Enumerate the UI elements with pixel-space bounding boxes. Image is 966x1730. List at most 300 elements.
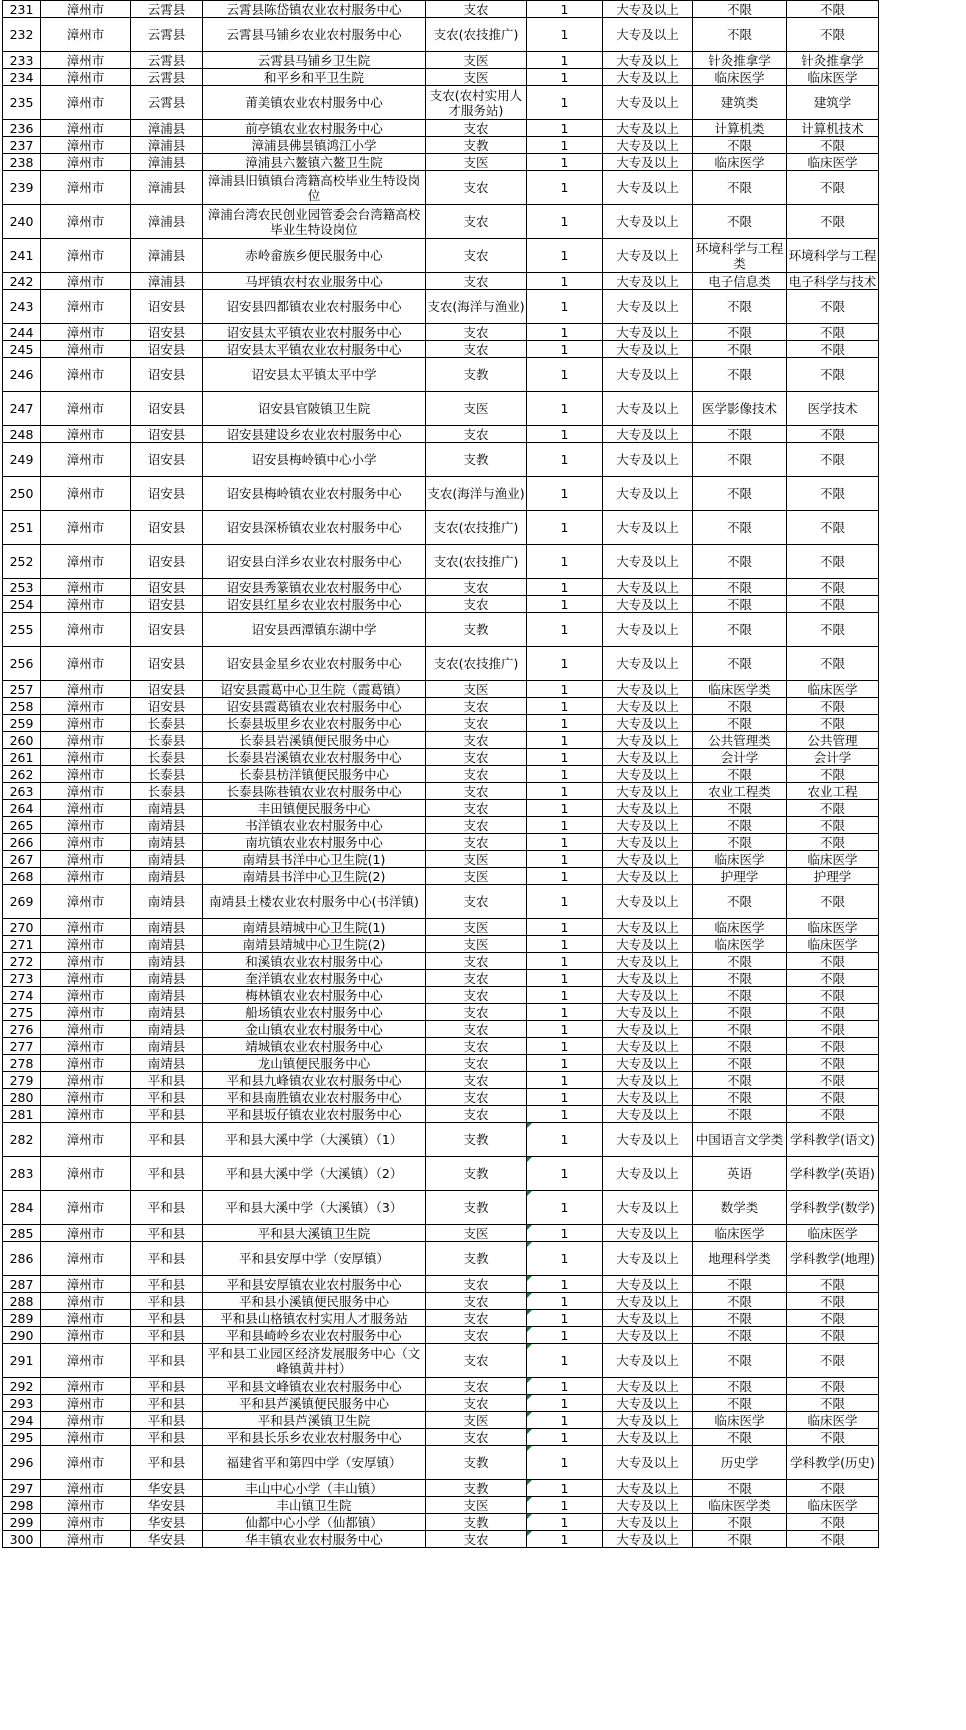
row-number-cell: 280 [3, 1089, 41, 1106]
city-cell: 漳州市 [41, 1191, 131, 1225]
table-row [3, 290, 879, 324]
city-cell: 漳州市 [41, 851, 131, 868]
required-major-cell: 临床医学 [693, 919, 787, 936]
county-cell: 南靖县 [131, 851, 203, 868]
county-cell: 南靖县 [131, 1021, 203, 1038]
service-unit-cell: 长泰县陈巷镇农业农村服务中心 [203, 783, 426, 800]
support-type-cell: 支农 [426, 426, 527, 443]
city-cell: 漳州市 [41, 970, 131, 987]
service-unit-cell: 诏安县红星乡农业农村服务中心 [203, 596, 426, 613]
row-number-cell: 246 [3, 358, 41, 392]
headcount-cell: 1 [527, 800, 603, 817]
required-major-cell: 医学影像技术 [693, 392, 787, 426]
required-major-cell: 计算机类 [693, 120, 787, 137]
required-major-cell: 不限 [693, 1514, 787, 1531]
reference-major-cell: 不限 [787, 137, 879, 154]
education-cell: 大专及以上 [603, 120, 693, 137]
table-row [3, 1446, 879, 1480]
education-cell: 大专及以上 [603, 1310, 693, 1327]
city-cell: 漳州市 [41, 1310, 131, 1327]
required-major-cell: 不限 [693, 18, 787, 52]
city-cell: 漳州市 [41, 69, 131, 86]
headcount-cell: 1 [527, 1021, 603, 1038]
row-number-cell: 293 [3, 1395, 41, 1412]
headcount-cell: 1 [527, 1, 603, 18]
required-major-cell: 针灸推拿学 [693, 52, 787, 69]
headcount-cell: 1 [527, 1497, 603, 1514]
county-cell: 漳浦县 [131, 137, 203, 154]
city-cell: 漳州市 [41, 86, 131, 120]
row-number-cell: 274 [3, 987, 41, 1004]
education-cell: 大专及以上 [603, 154, 693, 171]
table-row [3, 120, 879, 137]
city-cell: 漳州市 [41, 1378, 131, 1395]
reference-major-cell: 不限 [787, 324, 879, 341]
row-number-cell: 251 [3, 511, 41, 545]
headcount-cell: 1 [527, 1004, 603, 1021]
headcount-cell: 1 [527, 1191, 603, 1225]
education-cell: 大专及以上 [603, 1225, 693, 1242]
support-type-cell: 支农 [426, 1276, 527, 1293]
reference-major-cell: 临床医学 [787, 1412, 879, 1429]
county-cell: 平和县 [131, 1276, 203, 1293]
city-cell: 漳州市 [41, 273, 131, 290]
reference-major-cell: 不限 [787, 834, 879, 851]
row-number-cell: 249 [3, 443, 41, 477]
headcount-cell: 1 [527, 1514, 603, 1531]
reference-major-cell: 计算机技术 [787, 120, 879, 137]
required-major-cell: 不限 [693, 715, 787, 732]
table-row [3, 613, 879, 647]
required-major-cell: 英语 [693, 1157, 787, 1191]
required-major-cell: 不限 [693, 1021, 787, 1038]
headcount-cell: 1 [527, 732, 603, 749]
service-unit-cell: 诏安县深桥镇农业农村服务中心 [203, 511, 426, 545]
service-unit-cell: 平和县大溪镇卫生院 [203, 1225, 426, 1242]
reference-major-cell: 不限 [787, 800, 879, 817]
county-cell: 诏安县 [131, 392, 203, 426]
table-row [3, 1242, 879, 1276]
table-row [3, 1004, 879, 1021]
headcount-cell: 1 [527, 1531, 603, 1548]
required-major-cell: 不限 [693, 834, 787, 851]
headcount-cell: 1 [527, 86, 603, 120]
support-type-cell: 支农(农村实用人才服务站) [426, 86, 527, 120]
required-major-cell: 临床医学 [693, 154, 787, 171]
county-cell: 诏安县 [131, 579, 203, 596]
required-major-cell: 不限 [693, 766, 787, 783]
reference-major-cell: 不限 [787, 1531, 879, 1548]
support-type-cell: 支教 [426, 1242, 527, 1276]
county-cell: 诏安县 [131, 477, 203, 511]
support-type-cell: 支农 [426, 1395, 527, 1412]
reference-major-cell: 不限 [787, 426, 879, 443]
required-major-cell: 不限 [693, 970, 787, 987]
required-major-cell: 不限 [693, 324, 787, 341]
row-number-cell: 232 [3, 18, 41, 52]
city-cell: 漳州市 [41, 1021, 131, 1038]
education-cell: 大专及以上 [603, 647, 693, 681]
support-type-cell: 支教 [426, 1514, 527, 1531]
support-type-cell: 支农 [426, 1310, 527, 1327]
service-unit-cell: 平和县大溪中学（大溪镇）（2） [203, 1157, 426, 1191]
required-major-cell: 不限 [693, 1327, 787, 1344]
row-number-cell: 297 [3, 1480, 41, 1497]
county-cell: 南靖县 [131, 953, 203, 970]
service-unit-cell: 诏安县官陂镇卫生院 [203, 392, 426, 426]
headcount-cell: 1 [527, 613, 603, 647]
reference-major-cell: 不限 [787, 885, 879, 919]
headcount-cell: 1 [527, 1480, 603, 1497]
city-cell: 漳州市 [41, 1497, 131, 1514]
support-type-cell: 支医 [426, 681, 527, 698]
education-cell: 大专及以上 [603, 1191, 693, 1225]
service-unit-cell: 诏安县太平镇农业农村服务中心 [203, 341, 426, 358]
headcount-cell: 1 [527, 1225, 603, 1242]
headcount-cell: 1 [527, 1412, 603, 1429]
required-major-cell: 不限 [693, 1276, 787, 1293]
county-cell: 云霄县 [131, 52, 203, 69]
education-cell: 大专及以上 [603, 817, 693, 834]
city-cell: 漳州市 [41, 1327, 131, 1344]
education-cell: 大专及以上 [603, 1072, 693, 1089]
education-cell: 大专及以上 [603, 681, 693, 698]
row-number-cell: 265 [3, 817, 41, 834]
row-number-cell: 294 [3, 1412, 41, 1429]
row-number-cell: 295 [3, 1429, 41, 1446]
service-unit-cell: 平和县南胜镇农业农村服务中心 [203, 1089, 426, 1106]
row-number-cell: 259 [3, 715, 41, 732]
support-type-cell: 支农(农技推广) [426, 511, 527, 545]
table-row [3, 1327, 879, 1344]
required-major-cell: 不限 [693, 137, 787, 154]
row-number-cell: 273 [3, 970, 41, 987]
service-unit-cell: 长泰县坂里乡农业农村服务中心 [203, 715, 426, 732]
reference-major-cell: 不限 [787, 1021, 879, 1038]
service-unit-cell: 云霄县马铺乡卫生院 [203, 52, 426, 69]
support-type-cell: 支农 [426, 1021, 527, 1038]
city-cell: 漳州市 [41, 715, 131, 732]
service-unit-cell: 船场镇农业农村服务中心 [203, 1004, 426, 1021]
county-cell: 平和县 [131, 1395, 203, 1412]
support-type-cell: 支教 [426, 443, 527, 477]
support-type-cell: 支农 [426, 341, 527, 358]
support-type-cell: 支教 [426, 1123, 527, 1157]
service-unit-cell: 诏安县梅岭镇中心小学 [203, 443, 426, 477]
county-cell: 南靖县 [131, 936, 203, 953]
service-unit-cell: 仙都中心小学（仙都镇） [203, 1514, 426, 1531]
service-unit-cell: 诏安县四都镇农业农村服务中心 [203, 290, 426, 324]
table-row [3, 596, 879, 613]
required-major-cell: 地理科学类 [693, 1242, 787, 1276]
headcount-cell: 1 [527, 681, 603, 698]
required-major-cell: 数学类 [693, 1191, 787, 1225]
table-row [3, 1344, 879, 1378]
headcount-cell: 1 [527, 851, 603, 868]
headcount-cell: 1 [527, 1123, 603, 1157]
reference-major-cell: 临床医学 [787, 919, 879, 936]
county-cell: 诏安县 [131, 358, 203, 392]
table-row [3, 1514, 879, 1531]
city-cell: 漳州市 [41, 1106, 131, 1123]
city-cell: 漳州市 [41, 18, 131, 52]
reference-major-cell: 学科教学(地理) [787, 1242, 879, 1276]
county-cell: 漳浦县 [131, 273, 203, 290]
support-type-cell: 支农 [426, 834, 527, 851]
table-row [3, 783, 879, 800]
row-number-cell: 292 [3, 1378, 41, 1395]
education-cell: 大专及以上 [603, 341, 693, 358]
reference-major-cell: 不限 [787, 1480, 879, 1497]
table-row [3, 749, 879, 766]
required-major-cell: 临床医学 [693, 69, 787, 86]
required-major-cell: 临床医学类 [693, 1497, 787, 1514]
table-row [3, 86, 879, 120]
support-type-cell: 支农 [426, 698, 527, 715]
city-cell: 漳州市 [41, 392, 131, 426]
required-major-cell: 不限 [693, 596, 787, 613]
county-cell: 诏安县 [131, 681, 203, 698]
row-number-cell: 276 [3, 1021, 41, 1038]
city-cell: 漳州市 [41, 987, 131, 1004]
county-cell: 南靖县 [131, 919, 203, 936]
city-cell: 漳州市 [41, 1072, 131, 1089]
education-cell: 大专及以上 [603, 1395, 693, 1412]
headcount-cell: 1 [527, 273, 603, 290]
education-cell: 大专及以上 [603, 324, 693, 341]
required-major-cell: 不限 [693, 171, 787, 205]
service-unit-cell: 丰山镇卫生院 [203, 1497, 426, 1514]
row-number-cell: 269 [3, 885, 41, 919]
reference-major-cell: 不限 [787, 1429, 879, 1446]
support-type-cell: 支农 [426, 817, 527, 834]
row-number-cell: 239 [3, 171, 41, 205]
support-type-cell: 支医 [426, 868, 527, 885]
headcount-cell: 1 [527, 953, 603, 970]
headcount-cell: 1 [527, 171, 603, 205]
city-cell: 漳州市 [41, 953, 131, 970]
reference-major-cell: 不限 [787, 1310, 879, 1327]
table-row [3, 171, 879, 205]
service-unit-cell: 平和县芦溪镇便民服务中心 [203, 1395, 426, 1412]
table-body [3, 1, 879, 1548]
education-cell: 大专及以上 [603, 545, 693, 579]
service-unit-cell: 诏安县太平镇农业农村服务中心 [203, 324, 426, 341]
row-number-cell: 290 [3, 1327, 41, 1344]
reference-major-cell: 学科教学(英语) [787, 1157, 879, 1191]
service-unit-cell: 平和县芦溪镇卫生院 [203, 1412, 426, 1429]
reference-major-cell: 医学技术 [787, 392, 879, 426]
service-unit-cell: 诏安县霞葛中心卫生院（霞葛镇） [203, 681, 426, 698]
headcount-cell: 1 [527, 868, 603, 885]
required-major-cell: 不限 [693, 443, 787, 477]
table-row [3, 953, 879, 970]
support-type-cell: 支农 [426, 732, 527, 749]
education-cell: 大专及以上 [603, 800, 693, 817]
reference-major-cell: 不限 [787, 545, 879, 579]
service-unit-cell: 平和县长乐乡农业农村服务中心 [203, 1429, 426, 1446]
county-cell: 平和县 [131, 1089, 203, 1106]
required-major-cell: 不限 [693, 545, 787, 579]
city-cell: 漳州市 [41, 817, 131, 834]
required-major-cell: 不限 [693, 1293, 787, 1310]
row-number-cell: 241 [3, 239, 41, 273]
county-cell: 诏安县 [131, 426, 203, 443]
education-cell: 大专及以上 [603, 1531, 693, 1548]
education-cell: 大专及以上 [603, 477, 693, 511]
row-number-cell: 233 [3, 52, 41, 69]
support-type-cell: 支医 [426, 52, 527, 69]
required-major-cell: 不限 [693, 358, 787, 392]
table-row [3, 154, 879, 171]
row-number-cell: 278 [3, 1055, 41, 1072]
education-cell: 大专及以上 [603, 970, 693, 987]
education-cell: 大专及以上 [603, 392, 693, 426]
headcount-cell: 1 [527, 1327, 603, 1344]
table-row [3, 358, 879, 392]
support-type-cell: 支农 [426, 970, 527, 987]
headcount-cell: 1 [527, 154, 603, 171]
service-unit-cell: 金山镇农业农村服务中心 [203, 1021, 426, 1038]
county-cell: 长泰县 [131, 783, 203, 800]
education-cell: 大专及以上 [603, 1344, 693, 1378]
row-number-cell: 245 [3, 341, 41, 358]
support-type-cell: 支农(农技推广) [426, 545, 527, 579]
county-cell: 长泰县 [131, 732, 203, 749]
reference-major-cell: 不限 [787, 511, 879, 545]
row-number-cell: 252 [3, 545, 41, 579]
education-cell: 大专及以上 [603, 919, 693, 936]
county-cell: 漳浦县 [131, 154, 203, 171]
table-row [3, 715, 879, 732]
headcount-cell: 1 [527, 120, 603, 137]
required-major-cell: 不限 [693, 885, 787, 919]
support-type-cell: 支医 [426, 1225, 527, 1242]
table-row [3, 1021, 879, 1038]
county-cell: 平和县 [131, 1293, 203, 1310]
city-cell: 漳州市 [41, 1531, 131, 1548]
required-major-cell: 不限 [693, 1004, 787, 1021]
headcount-cell: 1 [527, 477, 603, 511]
service-unit-cell: 赤岭畲族乡便民服务中心 [203, 239, 426, 273]
required-major-cell: 电子信息类 [693, 273, 787, 290]
city-cell: 漳州市 [41, 358, 131, 392]
support-type-cell: 支教 [426, 358, 527, 392]
table-row [3, 698, 879, 715]
city-cell: 漳州市 [41, 800, 131, 817]
reference-major-cell: 不限 [787, 1, 879, 18]
education-cell: 大专及以上 [603, 1089, 693, 1106]
reference-major-cell: 会计学 [787, 749, 879, 766]
education-cell: 大专及以上 [603, 171, 693, 205]
support-type-cell: 支教 [426, 613, 527, 647]
education-cell: 大专及以上 [603, 579, 693, 596]
support-type-cell: 支农 [426, 273, 527, 290]
headcount-cell: 1 [527, 698, 603, 715]
row-number-cell: 242 [3, 273, 41, 290]
support-type-cell: 支农 [426, 324, 527, 341]
service-unit-cell: 诏安县白洋乡农业农村服务中心 [203, 545, 426, 579]
support-type-cell: 支医 [426, 392, 527, 426]
required-major-cell: 不限 [693, 511, 787, 545]
education-cell: 大专及以上 [603, 1, 693, 18]
reference-major-cell: 不限 [787, 205, 879, 239]
service-unit-cell: 南坑镇农业农村服务中心 [203, 834, 426, 851]
row-number-cell: 262 [3, 766, 41, 783]
headcount-cell: 1 [527, 1089, 603, 1106]
county-cell: 诏安县 [131, 647, 203, 681]
service-unit-cell: 漳浦县旧镇镇台湾籍高校毕业生特设岗位 [203, 171, 426, 205]
headcount-cell: 1 [527, 885, 603, 919]
city-cell: 漳州市 [41, 681, 131, 698]
support-type-cell: 支农 [426, 205, 527, 239]
county-cell: 平和县 [131, 1123, 203, 1157]
service-unit-cell: 平和县文峰镇农业农村服务中心 [203, 1378, 426, 1395]
education-cell: 大专及以上 [603, 1038, 693, 1055]
support-type-cell: 支农(农技推广) [426, 647, 527, 681]
required-major-cell: 护理学 [693, 868, 787, 885]
county-cell: 南靖县 [131, 1055, 203, 1072]
headcount-cell: 1 [527, 936, 603, 953]
support-type-cell: 支农 [426, 1429, 527, 1446]
county-cell: 平和县 [131, 1344, 203, 1378]
row-number-cell: 257 [3, 681, 41, 698]
headcount-cell: 1 [527, 341, 603, 358]
headcount-cell: 1 [527, 749, 603, 766]
support-type-cell: 支农 [426, 749, 527, 766]
required-major-cell: 不限 [693, 698, 787, 715]
service-unit-cell: 长泰县枋洋镇便民服务中心 [203, 766, 426, 783]
county-cell: 诏安县 [131, 290, 203, 324]
support-type-cell: 支农 [426, 171, 527, 205]
education-cell: 大专及以上 [603, 1446, 693, 1480]
reference-major-cell: 不限 [787, 477, 879, 511]
support-type-cell: 支农 [426, 1072, 527, 1089]
row-number-cell: 279 [3, 1072, 41, 1089]
headcount-cell: 1 [527, 1106, 603, 1123]
table-row [3, 766, 879, 783]
table-row [3, 205, 879, 239]
county-cell: 诏安县 [131, 698, 203, 715]
education-cell: 大专及以上 [603, 1480, 693, 1497]
education-cell: 大专及以上 [603, 69, 693, 86]
county-cell: 云霄县 [131, 1, 203, 18]
service-unit-cell: 平和县工业园区经济发展服务中心（文峰镇黄井村） [203, 1344, 426, 1378]
reference-major-cell: 不限 [787, 987, 879, 1004]
city-cell: 漳州市 [41, 137, 131, 154]
reference-major-cell: 不限 [787, 1378, 879, 1395]
service-unit-cell: 莆美镇农业农村服务中心 [203, 86, 426, 120]
support-type-cell: 支农 [426, 579, 527, 596]
required-major-cell: 公共管理类 [693, 732, 787, 749]
support-type-cell: 支教 [426, 1157, 527, 1191]
row-number-cell: 285 [3, 1225, 41, 1242]
support-type-cell: 支农 [426, 1327, 527, 1344]
education-cell: 大专及以上 [603, 1327, 693, 1344]
county-cell: 南靖县 [131, 1004, 203, 1021]
support-type-cell: 支农 [426, 239, 527, 273]
table-row [3, 579, 879, 596]
table-row [3, 1038, 879, 1055]
required-major-cell: 中国语言文学类 [693, 1123, 787, 1157]
headcount-cell: 1 [527, 290, 603, 324]
service-unit-cell: 书洋镇农业农村服务中心 [203, 817, 426, 834]
row-number-cell: 261 [3, 749, 41, 766]
city-cell: 漳州市 [41, 477, 131, 511]
headcount-cell: 1 [527, 324, 603, 341]
row-number-cell: 271 [3, 936, 41, 953]
reference-major-cell: 不限 [787, 970, 879, 987]
